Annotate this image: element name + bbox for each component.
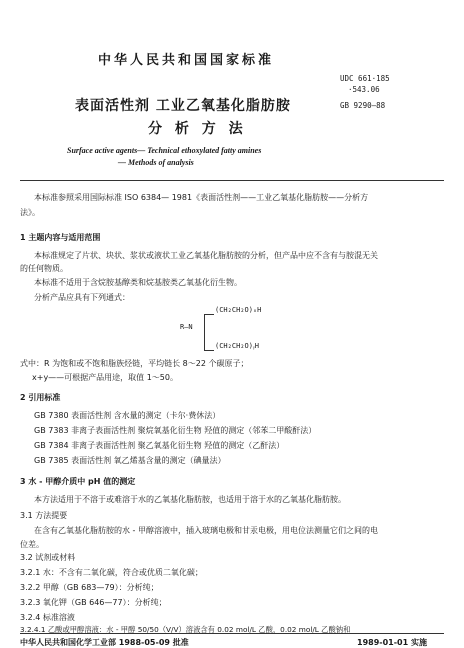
- ref-item: GB 7380 表面活性剂 含水量的测定（卡尔·费休法）: [34, 411, 221, 420]
- section1-p2: 本标准不适用于含烷胺基醇类和烷基胺类乙氧基化衍生物。: [34, 278, 242, 287]
- section1-p3: 分析产品应具有下列通式：: [34, 293, 130, 302]
- section31-line2: 位差。: [20, 540, 44, 549]
- formula-top: (CH₂CH₂O)ₓH: [215, 306, 262, 314]
- title-en-line2: — Methods of analysis: [118, 158, 194, 167]
- udc-line1: UDC 661·185: [340, 74, 390, 83]
- where-line2: x+y——可根据产品用途，取值 1～50。: [32, 373, 178, 382]
- ref-item: GB 7385 表面活性剂 氧乙烯基含量的测定（碘量法）: [34, 456, 226, 465]
- section1-p1-line2: 的任何物质。: [20, 264, 68, 273]
- udc-line2: ·543.06: [348, 85, 380, 94]
- section1-heading: 1 主题内容与适用范围: [20, 233, 101, 242]
- intro-line1: 本标准参照采用国际标准 ISO 6384— 1981《表面活性剂——工业乙氧基化脂肪胺——分析方: [34, 193, 369, 202]
- section3-heading: 3 水 - 甲醇介质中 pH 值的测定: [20, 477, 136, 486]
- section32-item: 3.2.1 水：不含有二氧化碳，符合或优质二氧化碳；: [20, 568, 203, 577]
- ref-item: GB 7383 非离子表面活性剂 聚烷氧基化衍生物 羟值的测定（邻苯二甲酸酐法）: [34, 426, 317, 435]
- formula-branch-vertical: [204, 314, 205, 350]
- title-line1: 表面活性剂 工业乙氧基化脂肪胺: [75, 98, 291, 114]
- formula-branch-top: [204, 314, 214, 315]
- where-line1: 式中：R 为饱和或不饱和脂族烃链，平均链长 8～22 个碳原子；: [20, 359, 249, 368]
- section32-item: 3.2.2 甲醇（GB 683—79）：分析纯；: [20, 583, 159, 592]
- section31-heading: 3.1 方法提要: [20, 511, 68, 520]
- formula-left: R—N: [180, 323, 193, 331]
- footer-effective: 1989-01-01 实施: [357, 638, 427, 647]
- section31-line1: 在含有乙氧基化脂肪胺的水 - 甲醇溶液中，插入玻璃电极和甘汞电极，用电位法测量它们之间的电: [34, 526, 378, 535]
- section1-p1-line1: 本标准规定了片状、块状、浆状或液状工业乙氧基化脂肪胺的分析，但产品中应不含有与胺混无关: [34, 251, 378, 260]
- title-en-line1: Surface active agents— Technical ethoxylated fatty amines: [67, 146, 262, 155]
- header-divider: [20, 180, 444, 181]
- section32-item: 3.2.3 氧化钾（GB 646—77）：分析纯；: [20, 598, 167, 607]
- footer-approval: 中华人民共和国化学工业部 1988-05-09 批准: [20, 638, 189, 647]
- standard-org: 中华人民共和国国家标准: [98, 53, 275, 68]
- section32-item: 3.2.4 标准溶液: [20, 613, 75, 622]
- footer-divider: [20, 633, 444, 634]
- formula-bottom: (CH₂CH₂O)ᵧH: [215, 342, 259, 350]
- gb-number: GB 9290—88: [340, 101, 386, 110]
- section2-heading: 2 引用标准: [20, 393, 61, 402]
- section32-heading: 3.2 试剂或材料: [20, 553, 76, 562]
- section32-item: 3.2.4.1 乙酸或甲醇溶液：水 - 甲醇 50/50（V/V）溶液含有 0.02 mol/L 乙酸，0.02 mol/L 乙酸钠和: [20, 625, 351, 634]
- ref-item: GB 7384 非离子表面活性剂 聚乙氧基化衍生物 羟值的测定（乙酐法）: [34, 441, 285, 450]
- formula-branch-bottom: [204, 350, 214, 351]
- intro-line2: 法》。: [20, 208, 40, 217]
- section3-p1: 本方法适用于不溶于或难溶于水的乙氧基化脂肪胺，也适用于溶于水的乙氧基化脂肪胺。: [34, 495, 346, 504]
- title-line2: 分 析 方 法: [148, 121, 247, 137]
